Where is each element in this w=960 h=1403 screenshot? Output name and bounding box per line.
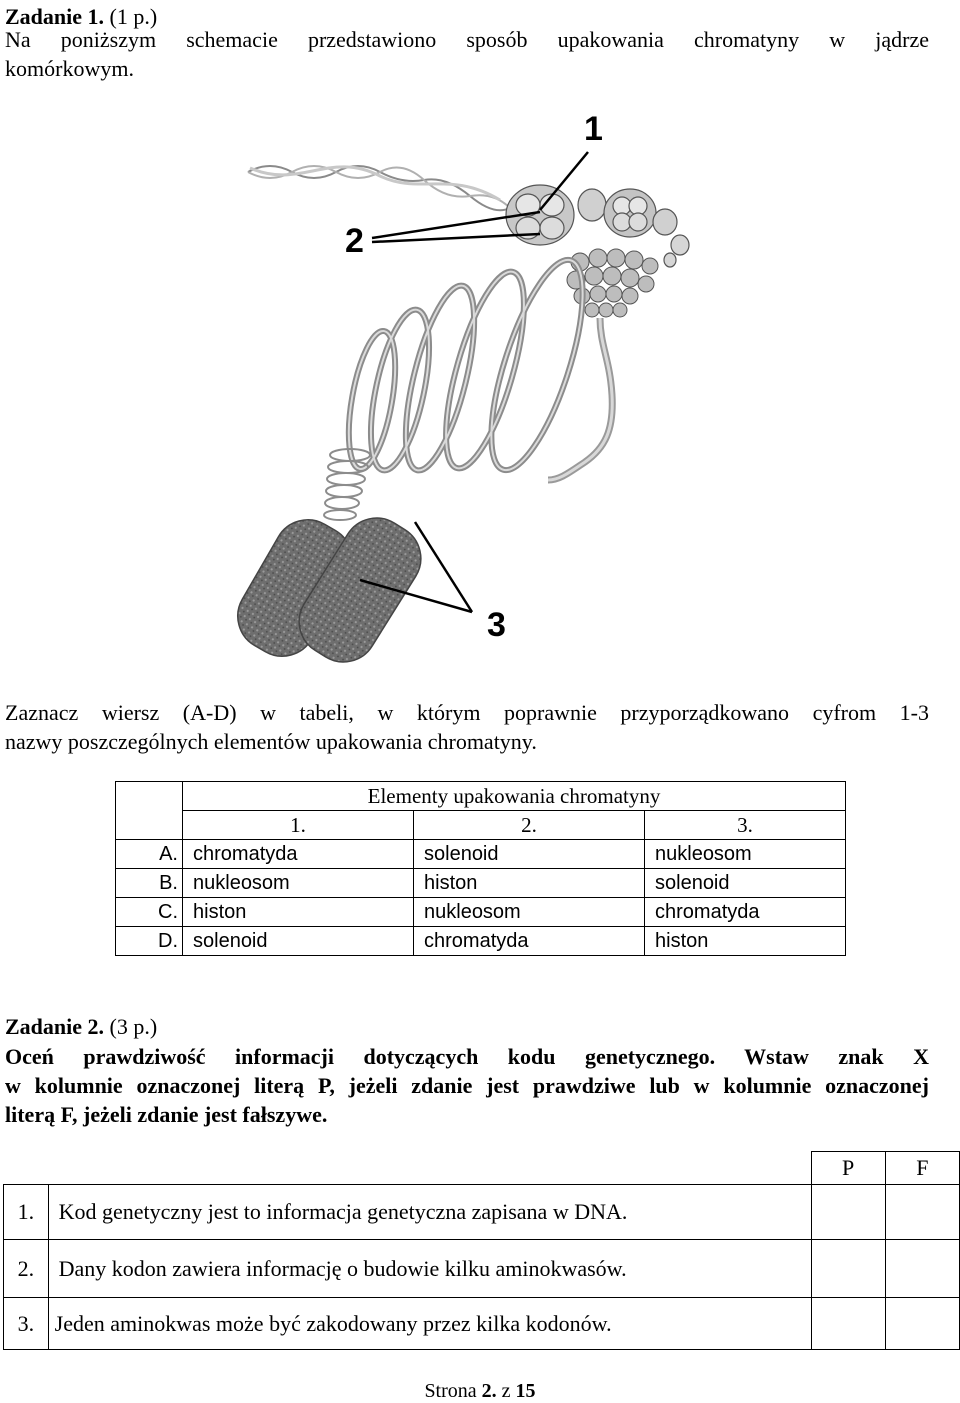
true-false-table (3, 1151, 960, 1350)
statement-num: 1. (4, 1185, 49, 1240)
col-f-header: F (885, 1152, 959, 1185)
task2-points: (3 p.) (109, 1014, 158, 1039)
task1-points: (1 p.) (109, 4, 158, 29)
statement-row (4, 1240, 960, 1298)
task2-title-prefix: Zadanie 2. (5, 1014, 105, 1039)
diagram-label-3: 3 (487, 606, 506, 644)
footer-total: 15 (515, 1380, 536, 1402)
answer-cell-f-1[interactable] (885, 1185, 959, 1240)
page-footer (0, 1380, 960, 1403)
statement-num: 3. (4, 1298, 49, 1350)
footer-page-num: 2. (481, 1380, 497, 1402)
task1-title-prefix: Zadanie 1. (5, 4, 105, 29)
task1-intro-line2: komórkowym. (5, 56, 134, 81)
task1-intro-line1: Na poniższym schemacie przedstawiono sposób upakowania chromatyny w jądrze (5, 27, 929, 52)
table-cell: histon (414, 869, 645, 898)
task1-question-line2: nazwy poszczególnych elementów upakowania chromatyny. (5, 729, 537, 754)
answer-cell-p-2[interactable] (811, 1240, 885, 1298)
table-cell: histon (183, 898, 414, 927)
table-cell: nukleosom (645, 840, 846, 869)
statement-text: Kod genetyczny jest to informacja genetyczna zapisana w DNA. (48, 1185, 811, 1240)
pf-header-spacer (4, 1152, 812, 1185)
col-p-header: P (811, 1152, 885, 1185)
task2-instr-line3: literą F, jeżeli zdanie jest fałszywe. (5, 1102, 328, 1127)
row-label-a[interactable]: A. (116, 840, 183, 869)
answer-cell-f-3[interactable] (885, 1298, 959, 1350)
statement-text: Jeden aminokwas może być zakodowany przez kilka kodonów. (48, 1298, 811, 1350)
table-header: Elementy upakowania chromatyny (183, 782, 846, 811)
statement-row (4, 1298, 960, 1350)
statement-text: Dany kodon zawiera informację o budowie kilku aminokwasów. (48, 1240, 811, 1298)
table-row[interactable] (116, 927, 846, 956)
footer-of: z (501, 1380, 511, 1402)
diagram-label-2: 2 (345, 222, 364, 260)
row-label-d[interactable]: D. (116, 927, 183, 956)
task2-title (5, 1014, 157, 1040)
table-cell: solenoid (645, 869, 846, 898)
table-col-2: 2. (414, 811, 645, 840)
statement-row (4, 1185, 960, 1240)
task2-instr-line2: w kolumnie oznaczonej literą P, jeżeli zdanie jest prawdziwe lub w kolumnie oznaczonej (5, 1073, 929, 1098)
task2-instr-line1: Oceń prawdziwość informacji dotyczących kodu genetycznego. Wstaw znak X (5, 1044, 929, 1069)
elements-table (115, 781, 846, 956)
table-corner (116, 782, 183, 840)
table-cell: chromatyda (414, 927, 645, 956)
table-cell: solenoid (183, 927, 414, 956)
answer-cell-f-2[interactable] (885, 1240, 959, 1298)
dna-helix (248, 166, 510, 210)
statement-num: 2. (4, 1240, 49, 1298)
answer-cell-p-3[interactable] (811, 1298, 885, 1350)
diagram-label-1: 1 (584, 110, 603, 148)
chromosome (230, 505, 434, 670)
row-label-c[interactable]: C. (116, 898, 183, 927)
row-label-b[interactable]: B. (116, 869, 183, 898)
table-row[interactable] (116, 869, 846, 898)
task1-question-line1: Zaznacz wiersz (A-D) w tabeli, w którym poprawnie przyporządkowano cyfrom 1-3 (5, 700, 929, 725)
table-cell: nukleosom (414, 898, 645, 927)
answer-cell-p-1[interactable] (811, 1185, 885, 1240)
table-cell: histon (645, 927, 846, 956)
table-cell: nukleosom (183, 869, 414, 898)
table-cell: chromatyda (645, 898, 846, 927)
table-row[interactable] (116, 898, 846, 927)
table-col-3: 3. (645, 811, 846, 840)
table-cell: chromatyda (183, 840, 414, 869)
small-coil (324, 449, 370, 520)
footer-page-label: Strona (424, 1380, 477, 1402)
chromatin-diagram (230, 100, 750, 670)
table-row[interactable] (116, 840, 846, 869)
table-cell: solenoid (414, 840, 645, 869)
table-col-1: 1. (183, 811, 414, 840)
